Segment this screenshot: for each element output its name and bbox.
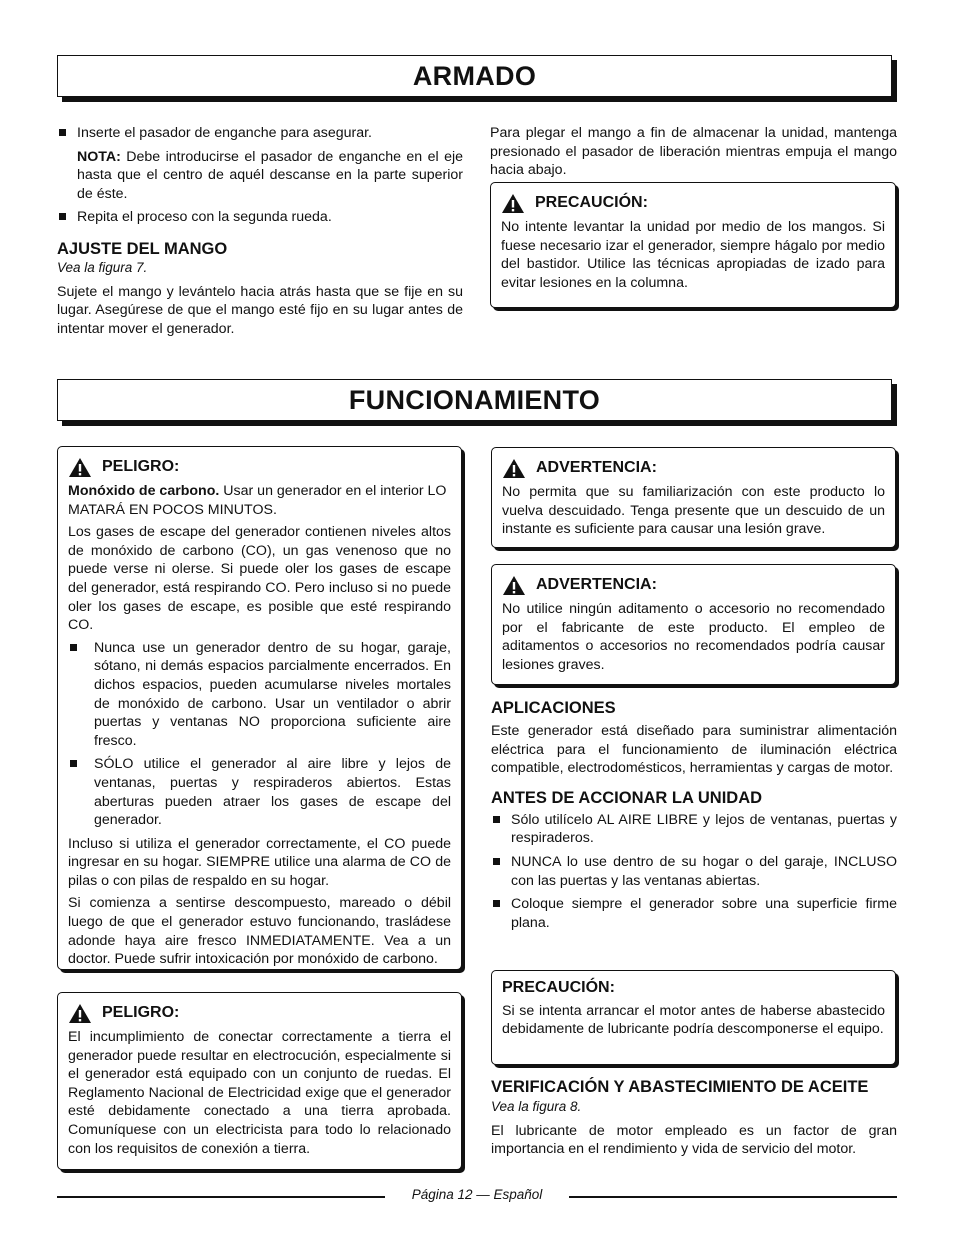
list-item: SÓLO utilice el generador al aire libre y lejos de ventanas, puertas y respiraderos abiertos. Estas aberturas pueden atraer los gases de escape del generador. [68, 755, 451, 829]
box-text: Los gases de escape del generador contienen niveles altos de monóxido de carbono (CO), un gas venenoso que no puede verse ni olerse. Si puede oler los gases de escape del generador, está respirando CO. Pero incluso si no puede oler los gases de escape, es posible que esté respirando CO. [68, 524, 451, 634]
lead-bold: Monóxido de carbono. [68, 483, 220, 499]
box-lead [68, 482, 451, 519]
oil-check-section [491, 1076, 897, 1164]
subsection-heading: ANTES DE ACCIONAR LA UNIDAD [491, 788, 763, 807]
note-label: NOTA: [77, 148, 121, 165]
list-item: NUNCA lo use dentro de su hogar o del garaje, INCLUSO con las puertas y las ventanas abiertas. [491, 853, 897, 890]
list-item: Inserte el pasador de enganche para asegurar. [57, 124, 463, 143]
box-title: ADVERTENCIA: [536, 576, 657, 594]
lead-text: Usar un generador en el interior LO MATARÁ EN POCOS MINUTOS. [68, 483, 447, 518]
paragraph: Sujete el mango y levántelo hacia atrás hasta que se fije en su lugar. Asegúrese de que el mango esté fijo en su lugar antes de intentar mover el generador. [57, 283, 463, 337]
box-title: PRECAUCIÓN: [535, 194, 648, 212]
box-title: PELIGRO: [102, 1004, 180, 1022]
armado-left-column [57, 124, 463, 343]
precaution-box [490, 182, 896, 308]
box-text: No intente levantar la unidad por medio de los mangos. Si fuese necesario izar el generador, siempre hágalo por medio del bastidor. Utilice las técnicas apropiadas de izado para evitar lesiones en la columna. [501, 219, 885, 291]
warning-triangle-icon [502, 575, 526, 596]
paragraph: El lubricante de motor empleado es un factor de gran importancia en el rendimiento y vida de servicio del motor. [491, 1122, 897, 1158]
box-title: ADVERTENCIA: [536, 459, 657, 477]
note-text: Debe introducirse el pasador de enganche en el eje hasta que el centro de aquél descanse en la parte superior de éste. [77, 148, 463, 202]
list-item: Sólo utilícelo AL AIRE LIBRE y lejos de ventanas, puertas y respiraderos. [491, 811, 897, 848]
subsection-heading: VERIFICACIÓN Y ABASTECIMIENTO DE ACEITE [491, 1078, 869, 1096]
warning-triangle-icon [68, 1003, 92, 1024]
box-text: Si se intenta arrancar el motor antes de haberse abastecido debidamente de lubricante podría descomponerse el equipo. [502, 1002, 885, 1038]
figure-reference: Vea la figura 8. [491, 1099, 582, 1114]
paragraph: Para plegar el mango a fin de almacenar la unidad, mantenga presionado el pasador de liberación mientras empuja el mango hacia abajo. [490, 125, 897, 179]
armado-right-column [490, 124, 897, 185]
warning-triangle-icon [501, 193, 525, 214]
box-text: No utilice ningún aditamento o accesorio no recomendado por el fabricante de este producto. El empleo de aditamentos o accesorios no recomendados podría causar lesiones graves. [502, 601, 885, 673]
section-title: ARMADO [412, 60, 537, 91]
warning-box-2 [491, 564, 896, 685]
box-header [501, 193, 885, 214]
applications-section [491, 698, 897, 937]
warning-triangle-icon [502, 458, 526, 479]
subsection-heading: APLICACIONES [491, 699, 616, 717]
paragraph: Este generador está diseñado para suministrar alimentación eléctrica para el funcionamiento de iluminación eléctrica compatible, electrodomésticos, herramientas y cargas de motor. [491, 723, 897, 777]
box-text: El incumplimiento de conectar correctamente a tierra el generador puede resultar en electrocución, especialmente si el generador está equipado con un conjunto de ruedas. El Reglamento Nacional de Electricidad exige que el generador esté debidamente conectado a una tierra aprobada. Comuníquese con un electricista para todo lo relacionado con los requisitos de conexión a tierra. [68, 1029, 451, 1157]
subsection-heading: AJUSTE DEL MANGO [57, 239, 228, 258]
danger-box-carbon-monoxide [57, 446, 462, 970]
box-title: PRECAUCIÓN: [502, 979, 615, 996]
box-text: Si comienza a sentirse descompuesto, mareado o débil luego de que el generador estuvo funcionando, trasládese adonde haya aire fresco INMEDIATAMENTE. Vea a un doctor. Puede sufrir intoxicación por monóxido de carbono. [68, 895, 451, 968]
danger-box-grounding [57, 992, 462, 1170]
section-banner-funcionamiento [57, 379, 892, 421]
box-header [502, 979, 885, 998]
warning-triangle-icon [68, 457, 92, 478]
box-text: No permita que su familiarización con este producto lo vuelva descuidado. Tenga presente que un descuido de un instante es suficiente para causar una lesión grave. [502, 484, 885, 538]
section-title: FUNCIONAMIENTO [348, 384, 601, 415]
list-item: Nunca use un generador dentro de su hogar, garaje, sótano, ni demás espacios parcialmente encerrados. En dichos espacios, pueden acumularse niveles mortales de monóxido de carbono. Usar un ventilador o abrir puertas y ventanas NO proporciona suficiente aire fresco. [68, 639, 451, 751]
box-header [502, 575, 885, 596]
list-item: Coloque siempre el generador sobre una superficie firme plana. [491, 895, 897, 932]
section-banner-armado [57, 55, 892, 97]
box-title: PELIGRO: [102, 458, 180, 476]
note-paragraph [77, 148, 463, 204]
figure-reference: Vea la figura 7. [57, 259, 148, 275]
box-header [68, 1003, 451, 1024]
page-footer: Página 12 — Español [411, 1187, 543, 1202]
box-header [502, 458, 885, 479]
box-header [68, 457, 451, 478]
precaution-box-oil [491, 970, 896, 1065]
warning-box-1 [491, 447, 896, 548]
list-item: Repita el proceso con la segunda rueda. [57, 208, 463, 227]
box-text: Incluso si utiliza el generador correctamente, el CO puede ingresar en su hogar. SIEMPRE utilice una alarma de CO de pilas o con pilas de respaldo en su hogar. [68, 835, 451, 889]
